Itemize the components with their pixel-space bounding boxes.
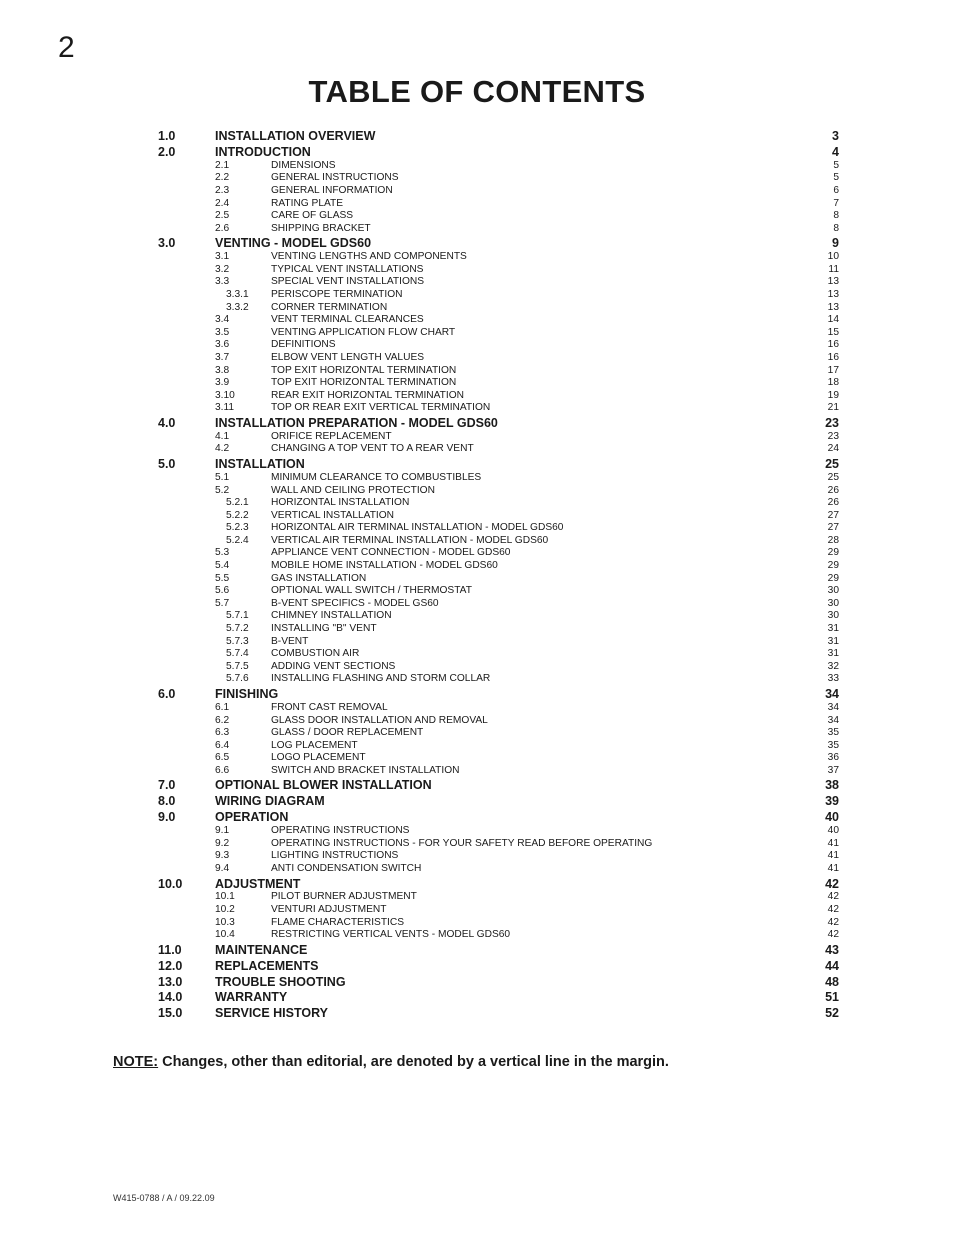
toc-entry-num: 6.4: [215, 739, 230, 751]
toc-entry-page: 29: [827, 560, 839, 572]
toc-entry[interactable]: [158, 863, 839, 876]
toc-entry[interactable]: [158, 497, 839, 510]
toc-entry-page: 13: [827, 301, 839, 313]
toc-entry-page: 39: [825, 794, 839, 809]
toc-entry-num: 6.3: [215, 727, 230, 739]
toc-entry-title: CHANGING A TOP VENT TO A REAR VENT: [271, 443, 474, 455]
toc-entry[interactable]: [158, 809, 839, 825]
toc-entry[interactable]: [158, 777, 839, 793]
toc-entry-title: OPERATING INSTRUCTIONS: [271, 825, 410, 837]
toc-entry[interactable]: [158, 415, 839, 431]
toc-entry-title: TOP OR REAR EXIT VERTICAL TERMINATION: [271, 402, 491, 414]
toc-entry-num: 4.0: [158, 415, 176, 430]
toc-entry[interactable]: [158, 904, 839, 917]
toc-entry-title: APPLIANCE VENT CONNECTION - MODEL GDS60: [271, 547, 511, 559]
toc-entry-title: WARRANTY: [215, 990, 288, 1005]
toc-entry-title: TROUBLE SHOOTING: [215, 974, 346, 989]
toc-entry-page: 43: [825, 942, 839, 957]
toc-entry[interactable]: [158, 456, 839, 472]
toc-entry-page: 15: [827, 326, 839, 338]
toc-entry-page: 27: [827, 522, 839, 534]
toc-entry[interactable]: [158, 547, 839, 560]
toc-entry[interactable]: [158, 339, 839, 352]
toc-entry[interactable]: [158, 917, 839, 930]
toc-entry-page: 38: [825, 778, 839, 793]
toc-entry-page: 17: [827, 364, 839, 376]
toc-entry[interactable]: [158, 838, 839, 851]
toc-entry-page: 29: [827, 547, 839, 559]
toc-entry[interactable]: [158, 352, 839, 365]
toc-entry[interactable]: [158, 929, 839, 942]
toc-entry-title: ELBOW VENT LENGTH VALUES: [271, 351, 425, 363]
toc-entry-num: 11.0: [158, 942, 182, 957]
toc-entry[interactable]: [158, 535, 839, 548]
toc-entry-page: 52: [825, 1006, 839, 1021]
toc-entry-num: 9.4: [215, 862, 230, 874]
toc-entry-num: 15.0: [158, 1006, 183, 1021]
toc-entry[interactable]: [158, 402, 839, 415]
toc-entry[interactable]: [158, 648, 839, 661]
toc-entry-page: 9: [832, 236, 839, 251]
toc-entry-title: RATING PLATE: [271, 197, 344, 209]
toc-entry-page: 13: [827, 289, 839, 301]
toc-entry-num: 5.2: [215, 484, 230, 496]
toc-entry-title: ANTI CONDENSATION SWITCH: [271, 862, 422, 874]
toc-entry-num: 9.1: [215, 825, 230, 837]
toc-entry-num: 9.0: [158, 810, 176, 825]
toc-entry-title: SERVICE HISTORY: [215, 1006, 328, 1021]
toc-entry-title: COMBUSTION AIR: [271, 648, 360, 660]
document-code: W415-0788 / A / 09.22.09: [113, 1193, 215, 1203]
toc-entry-num: 12.0: [158, 958, 183, 973]
toc-entry-page: 29: [827, 572, 839, 584]
toc-entry-num: 5.0: [158, 457, 176, 472]
page-title: TABLE OF CONTENTS: [308, 74, 646, 109]
note-text: Changes, other than editorial, are denoted by a vertical line in the margin.: [158, 1054, 669, 1070]
toc-entry-page: 31: [827, 635, 839, 647]
toc-entry-title: SPECIAL VENT INSTALLATIONS: [271, 276, 425, 288]
toc-entry-title: GLASS / DOOR REPLACEMENT: [271, 727, 424, 739]
toc-entry-title: LIGHTING INSTRUCTIONS: [271, 850, 399, 862]
toc-entry-num: 3.7: [215, 351, 230, 363]
toc-entry[interactable]: [158, 210, 839, 223]
toc-entry-title: TYPICAL VENT INSTALLATIONS: [271, 263, 424, 275]
toc-entry[interactable]: [158, 793, 839, 809]
toc-entry[interactable]: [158, 623, 839, 636]
toc-entry-title: OPERATION: [215, 810, 289, 825]
toc-entry-page: 32: [827, 660, 839, 672]
toc-entry-num: 5.2.2: [226, 509, 249, 521]
toc-entry-num: 3.11: [215, 402, 235, 414]
toc-entry-page: 37: [827, 764, 839, 776]
toc-entry[interactable]: [158, 891, 839, 904]
toc-entry-page: 51: [825, 990, 839, 1005]
toc-entry[interactable]: [158, 715, 839, 728]
toc-entry[interactable]: [158, 160, 839, 173]
toc-entry-page: 23: [827, 430, 839, 442]
toc-entry-num: 5.7.5: [226, 660, 249, 672]
toc-entry-page: 30: [827, 597, 839, 609]
toc-entry-page: 8: [833, 210, 839, 222]
toc-entry[interactable]: [158, 1005, 839, 1021]
toc-entry-page: 41: [827, 850, 839, 862]
toc-entry[interactable]: [158, 223, 839, 236]
toc-entry-page: 19: [827, 389, 839, 401]
toc-entry-title: ADJUSTMENT: [215, 876, 301, 891]
toc-entry-num: 2.3: [215, 184, 230, 196]
toc-entry-page: 34: [825, 687, 839, 702]
toc-entry-page: 24: [827, 443, 839, 455]
toc-entry[interactable]: [158, 876, 839, 892]
toc-entry[interactable]: [158, 585, 839, 598]
toc-entry-page: 23: [825, 415, 839, 430]
toc-entry[interactable]: [158, 989, 839, 1005]
toc-entry-num: 8.0: [158, 794, 176, 809]
toc-entry-title: CHIMNEY INSTALLATION: [271, 610, 392, 622]
toc-entry-page: 8: [833, 222, 839, 234]
toc-entry-page: 44: [825, 958, 839, 973]
toc-entry[interactable]: [158, 289, 839, 302]
toc-entry-num: 3.1: [215, 251, 230, 263]
toc-entry-num: 2.0: [158, 144, 176, 159]
toc-entry-num: 13.0: [158, 974, 183, 989]
toc-entry[interactable]: [158, 850, 839, 863]
toc-entry-title: HORIZONTAL INSTALLATION: [271, 497, 410, 509]
toc-entry-title: GENERAL INSTRUCTIONS: [271, 172, 399, 184]
note-label: NOTE:: [113, 1054, 159, 1070]
toc-entry-page: 16: [827, 351, 839, 363]
toc-entry-title: REAR EXIT HORIZONTAL TERMINATION: [271, 389, 465, 401]
toc-entry-num: 5.7.1: [226, 610, 249, 622]
toc-entry-num: 2.6: [215, 222, 230, 234]
toc-entry-title: VENTURI ADJUSTMENT: [271, 904, 387, 915]
toc-entry-num: 3.9: [215, 377, 230, 389]
toc-entry-page: 18: [827, 377, 839, 389]
toc-entry-title: PERISCOPE TERMINATION: [271, 289, 403, 301]
toc-entry[interactable]: [158, 198, 839, 211]
toc-entry-title: ORIFICE REPLACEMENT: [271, 430, 392, 442]
toc-entry-title: VENTING APPLICATION FLOW CHART: [271, 326, 456, 338]
toc-entry[interactable]: [158, 431, 839, 444]
toc-entry-title: LOGO PLACEMENT: [271, 752, 366, 764]
toc-entry-title: REPLACEMENTS: [215, 958, 319, 973]
toc-entry-title: GAS INSTALLATION: [271, 572, 367, 584]
toc-entry-num: 3.6: [215, 339, 230, 351]
toc-entry-title: TOP EXIT HORIZONTAL TERMINATION: [271, 364, 457, 376]
toc-entry-page: 26: [827, 497, 839, 509]
toc-entry-page: 25: [825, 457, 839, 472]
toc-entry-num: 3.0: [158, 236, 176, 251]
toc-entry[interactable]: [158, 661, 839, 674]
toc-entry-page: 27: [827, 509, 839, 521]
toc-entry-page: 34: [827, 701, 839, 713]
toc-entry-title: FRONT CAST REMOVAL: [271, 701, 388, 713]
toc-entry-num: 3.3.1: [226, 289, 249, 301]
toc-entry[interactable]: [158, 276, 839, 289]
toc-entry[interactable]: [158, 610, 839, 623]
toc-entry[interactable]: [158, 390, 839, 403]
toc-entry-title: PILOT BURNER ADJUSTMENT: [271, 891, 417, 903]
toc-entry[interactable]: [158, 443, 839, 456]
toc-entry-page: 35: [827, 727, 839, 739]
toc-entry-num: 14.0: [158, 990, 183, 1005]
toc-entry-title: HORIZONTAL AIR TERMINAL INSTALLATION - MODEL GDS60: [271, 522, 564, 534]
toc-entry-num: 2.1: [215, 159, 230, 171]
toc-entry-page: 40: [825, 810, 839, 825]
toc-entry-page: 31: [827, 623, 839, 635]
toc-entry[interactable]: [158, 264, 839, 277]
toc-entry-num: 9.2: [215, 837, 230, 849]
toc-entry-page: 11: [828, 263, 839, 275]
toc-entry-num: 5.7.2: [226, 623, 249, 635]
toc-entry-page: 26: [827, 484, 839, 496]
toc-entry-title: RESTRICTING VERTICAL VENTS - MODEL GDS60: [271, 929, 511, 941]
toc-entry[interactable]: [158, 365, 839, 378]
toc-entry-num: 5.7.4: [226, 648, 249, 660]
toc-entry-title: VENT TERMINAL CLEARANCES: [271, 314, 424, 326]
toc-entry-title: VERTICAL AIR TERMINAL INSTALLATION - MODEL GDS60: [271, 534, 549, 546]
toc-entry-title: SHIPPING BRACKET: [271, 222, 371, 234]
toc-entry-page: 41: [827, 837, 839, 849]
toc-entry-title: DIMENSIONS: [271, 159, 336, 171]
toc-entry-num: 10.0: [158, 876, 183, 891]
toc-entry-page: 3: [832, 129, 839, 143]
toc-entry-page: 14: [827, 314, 839, 326]
toc-entry-num: 3.2: [215, 263, 230, 275]
toc-entry-title: INTRODUCTION: [215, 144, 311, 159]
toc-entry-page: 48: [825, 974, 839, 989]
toc-entry[interactable]: [158, 765, 839, 778]
toc-entry-title: FLAME CHARACTERISTICS: [271, 916, 405, 928]
toc-entry-page: 30: [827, 610, 839, 622]
toc-entry-page: 6: [833, 184, 839, 196]
toc-entry-page: 7: [833, 197, 839, 209]
toc-entry-num: 10.2: [215, 904, 235, 915]
toc-entry[interactable]: [158, 573, 839, 586]
toc-entry-title: MAINTENANCE: [215, 942, 308, 957]
toc-entry-num: 4.1: [215, 430, 230, 442]
toc-entry-title: ADDING VENT SECTIONS: [271, 660, 396, 672]
toc-entry-title: MOBILE HOME INSTALLATION - MODEL GDS60: [271, 560, 498, 572]
toc-entry-page: 21: [827, 402, 839, 414]
toc-entry-num: 5.2.1: [226, 497, 249, 509]
toc-entry[interactable]: [158, 510, 839, 523]
toc-entry-num: 5.6: [215, 585, 230, 597]
toc-entry[interactable]: [158, 251, 839, 264]
toc-entry[interactable]: [158, 522, 839, 535]
toc-entry[interactable]: [158, 752, 839, 765]
toc-entry-title: INSTALLING "B" VENT: [271, 623, 377, 635]
toc-entry-title: MINIMUM CLEARANCE TO COMBUSTIBLES: [271, 471, 482, 483]
toc-entry-page: 42: [827, 891, 839, 903]
toc-entry-page: 33: [827, 673, 839, 685]
toc-entry[interactable]: [158, 235, 839, 251]
toc-entry-num: 3.4: [215, 314, 230, 326]
toc-entry-num: 3.8: [215, 364, 230, 376]
toc-entry-title: OPERATING INSTRUCTIONS - FOR YOUR SAFETY READ BEFORE OPERATING: [271, 837, 653, 849]
toc-entry[interactable]: [158, 377, 839, 390]
toc-entry[interactable]: [158, 686, 839, 702]
toc-entry-title: INSTALLING FLASHING AND STORM COLLAR: [271, 673, 491, 685]
toc-entry-title: SWITCH AND BRACKET INSTALLATION: [271, 764, 460, 776]
toc-entry-num: 10.1: [215, 891, 235, 903]
toc-entry[interactable]: [158, 472, 839, 485]
toc-entry[interactable]: [158, 598, 839, 611]
toc-entry-title: WALL AND CEILING PROTECTION: [271, 484, 435, 496]
toc-entry-num: 7.0: [158, 778, 176, 793]
toc-entry-num: 5.2.4: [226, 534, 249, 546]
toc-entry-num: 3.3.2: [226, 301, 249, 313]
toc-entry[interactable]: [158, 825, 839, 838]
page-number: 2: [58, 31, 75, 64]
toc-entry[interactable]: [158, 185, 839, 198]
toc-entry-num: 2.2: [215, 172, 230, 184]
toc-entry-num: 6.0: [158, 687, 176, 702]
toc-entry[interactable]: [158, 485, 839, 498]
toc-entry[interactable]: [158, 942, 839, 958]
toc-entry-num: 6.2: [215, 714, 230, 726]
toc-entry-num: 3.5: [215, 326, 230, 338]
toc-entry-num: 6.5: [215, 752, 230, 764]
toc-entry-title: VERTICAL INSTALLATION: [271, 509, 395, 521]
toc-entry[interactable]: [158, 974, 839, 990]
toc-entry-page: 36: [827, 752, 839, 764]
toc-entry-num: 5.1: [215, 471, 230, 483]
toc-entry-title: OPTIONAL BLOWER INSTALLATION: [215, 778, 432, 793]
toc-entry-title: INSTALLATION OVERVIEW: [215, 129, 376, 143]
toc-entry-page: 34: [827, 714, 839, 726]
toc-entry[interactable]: [158, 128, 839, 144]
toc-entry[interactable]: [158, 636, 839, 649]
toc-entry-title: TOP EXIT HORIZONTAL TERMINATION: [271, 377, 457, 389]
toc-entry-title: B-VENT: [271, 635, 309, 647]
table-of-contents: [158, 128, 839, 1021]
toc-entry-page: 13: [827, 276, 839, 288]
toc-entry-num: 5.7.6: [226, 673, 249, 685]
toc-entry-num: 10.3: [215, 916, 235, 928]
toc-entry-title: INSTALLATION: [215, 457, 305, 472]
toc-entry-title: INSTALLATION PREPARATION - MODEL GDS60: [215, 415, 498, 430]
toc-entry-title: VENTING - MODEL GDS60: [215, 236, 372, 251]
toc-entry-num: 6.1: [215, 701, 230, 713]
toc-entry[interactable]: [158, 302, 839, 315]
toc-entry-num: 3.10: [215, 389, 235, 401]
note: [113, 1054, 669, 1070]
toc-entry-num: 10.4: [215, 929, 235, 941]
toc-entry-num: 6.6: [215, 764, 230, 776]
toc-entry[interactable]: [158, 327, 839, 340]
toc-entry-num: 2.5: [215, 210, 230, 222]
toc-entry-page: 16: [827, 339, 839, 351]
toc-entry-page: 25: [827, 471, 839, 483]
toc-entry-num: 5.7.3: [226, 635, 249, 647]
toc-entry-page: 5: [833, 172, 839, 184]
toc-entry-page: 42: [825, 876, 839, 891]
toc-entry-page: 42: [827, 904, 839, 915]
toc-entry-title: LOG PLACEMENT: [271, 739, 358, 751]
toc-entry[interactable]: [158, 727, 839, 740]
toc-entry[interactable]: [158, 702, 839, 715]
toc-entry-num: 5.2.3: [226, 522, 249, 534]
toc-entry[interactable]: [158, 673, 839, 686]
toc-entry[interactable]: [158, 144, 839, 160]
toc-entry[interactable]: [158, 740, 839, 753]
toc-entry-page: 28: [827, 534, 839, 546]
toc-entry-title: VENTING LENGTHS AND COMPONENTS: [271, 251, 467, 263]
toc-entry-num: 1.0: [158, 129, 176, 143]
toc-entry-num: 3.3: [215, 276, 230, 288]
toc-entry-num: 5.4: [215, 560, 230, 572]
toc-entry-title: B-VENT SPECIFICS - MODEL GS60: [271, 597, 439, 609]
toc-entry-page: 35: [827, 739, 839, 751]
toc-entry-page: 4: [832, 144, 839, 159]
toc-entry-title: WIRING DIAGRAM: [215, 794, 325, 809]
toc-entry[interactable]: [158, 314, 839, 327]
toc-entry-title: OPTIONAL WALL SWITCH / THERMOSTAT: [271, 585, 472, 597]
toc-entry-num: 4.2: [215, 443, 230, 455]
toc-entry-num: 9.3: [215, 850, 230, 862]
toc-entry-title: GLASS DOOR INSTALLATION AND REMOVAL: [271, 714, 488, 726]
toc-entry-num: 5.7: [215, 597, 230, 609]
toc-entry-num: 5.3: [215, 547, 230, 559]
toc-entry-title: FINISHING: [215, 687, 279, 702]
toc-entry-num: 2.4: [215, 197, 230, 209]
toc-entry-page: 31: [827, 648, 839, 660]
toc-entry-title: CORNER TERMINATION: [271, 301, 388, 313]
toc-entry-page: 41: [827, 862, 839, 874]
toc-entry[interactable]: [158, 560, 839, 573]
toc-entry-page: 30: [827, 585, 839, 597]
toc-entry[interactable]: [158, 958, 839, 974]
toc-entry[interactable]: [158, 172, 839, 185]
toc-entry-page: 42: [827, 929, 839, 941]
toc-entry-title: DEFINITIONS: [271, 339, 336, 351]
toc-entry-page: 42: [827, 916, 839, 928]
toc-entry-page: 5: [833, 159, 839, 171]
toc-entry-page: 40: [827, 825, 839, 837]
toc-entry-num: 5.5: [215, 572, 230, 584]
toc-entry-title: GENERAL INFORMATION: [271, 184, 393, 196]
toc-entry-page: 10: [827, 251, 839, 263]
toc-entry-title: CARE OF GLASS: [271, 210, 354, 222]
